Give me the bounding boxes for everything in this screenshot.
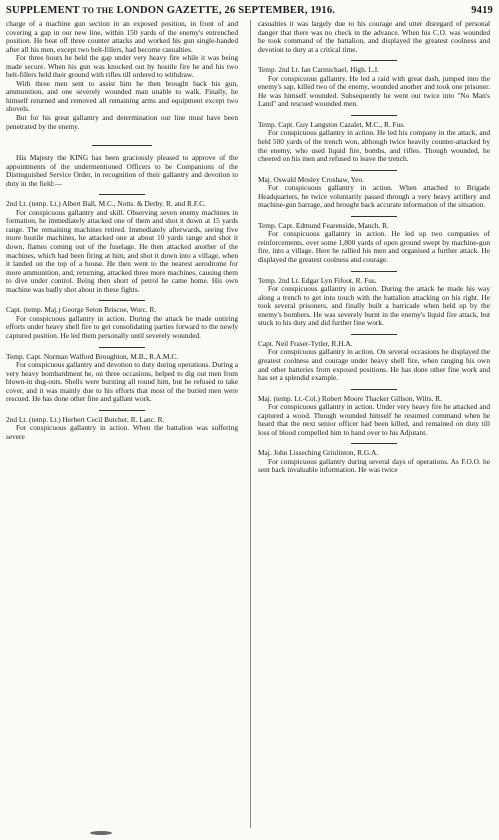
- entry-rule: [99, 410, 145, 411]
- page-number: 9419: [471, 5, 493, 16]
- entry-heading: Maj. Oswald Mosley Croshaw, Yeo.: [258, 174, 365, 184]
- header-title-a: SUPPLEMENT: [6, 5, 80, 16]
- header-title-b: TO THE: [82, 6, 114, 15]
- paragraph: casualties it was largely due to his courage and utter disregard of personal danger that there was no check in the advance. When his C.O. was wounded he took command of the battalion, and displayed the greatest coolness and devotion to duty at a critical time.: [258, 19, 490, 54]
- entry-rule: [99, 194, 145, 195]
- entry-heading: 2nd Lt. (temp. Lt.) Albert Ball, M.C., Notts. & Derby. R. and R.F.C.: [6, 199, 206, 209]
- entry-heading: Temp. Capt. Guy Langston Cazalet, M.C., R. Fus.: [258, 119, 405, 129]
- entry-body: For conspicuous gallantry in action. He led up two companies of reinforcements, over some 1,800 yards of open ground swept by machine-gun fire, into a village. Here he rallied his men and organised a further attack. He displayed the greatest coolness and courage.: [258, 229, 490, 265]
- entry-heading: Temp. Capt. Edmund Fearenside, Manch. R.: [258, 220, 389, 230]
- entry-body: For conspicuous gallantry and skill. Observing seven enemy machines in formation, he immediately attacked one of them and shot it down at 15 yards range. The remaining machines retired. Immediately afterwards, seeing five more hostile machines, he attacked one at about 10 yards range and shot it down, flames coming out of the fuselage. He then attacked another of the machines, which had been firing at him, and shot it down into a village, when it landed on the top of a house. He then went to the nearest aerodrome for more ammunition, and, returning, attacked three more machines, causing them to dive under control. Being then short of petrol he came home. His own machine was badly shot about in these fights.: [6, 207, 238, 294]
- column-divider: [250, 20, 251, 828]
- section-rule: [92, 145, 152, 146]
- entry-rule: [351, 115, 397, 116]
- entry-heading: Capt. (temp. Maj.) George Seton Briscoe, Worc. R.: [6, 305, 157, 315]
- entry-rule: [351, 216, 397, 217]
- right-column: [258, 20, 490, 475]
- entry-body: For conspicuous gallantry and devotion to duty during operations. During a very heavy bombardment he, on three occasions, helped to dig out men from blown-in dug-outs. Shells were bursting all round him, but he refused to take cover, and it was mainly due to his efforts that most of the buried men were rescued. He has done other fine and gallant work.: [6, 360, 238, 404]
- entry-heading: Temp. 2nd Lt. Edgar Lyn Fifoot, R. Fus.: [258, 275, 377, 285]
- entry-body: For conspicuous gallantry in action. When attached to Brigade Headquarters, he twice voluntarily passed through a very heavy artillery and machine-gun barrage, and brought back accurate information of the situation.: [258, 183, 490, 210]
- left-column: [6, 20, 238, 441]
- entry-body: For conspicuous gallantry. He led a raid with great dash, jumped into the enemy's sap, killed two of the enemy, wounded another and took one prisoner. He was himself wounded. Subsequently he went out twice into "No Man's Land" and rescued wounded men.: [258, 73, 490, 109]
- header-title-c: LONDON GAZETTE, 26 SEPTEMBER, 1916.: [116, 5, 336, 16]
- paragraph: For three hours he held the gap under very heavy fire while it was being made secure. When his gun was knocked out by hostile fire he and his two belt-fillers held their ground with rifles till ordered to withdraw.: [6, 53, 238, 80]
- entry-body: For conspicuous gallantry in action. During the attack he made untiring efforts under heavy shell fire to get consolidating parties forward to the newly captured position. He led them personally until severely wounded.: [6, 313, 238, 340]
- announcement: His Majesty the KING has been graciously pleased to approve of the appointments of the undermentioned Officers to be Companions of the Distinguished Service Order, in recognition of their gallantry and devotion to duty in the field:—: [6, 153, 238, 188]
- header-title: [6, 5, 335, 16]
- page-header: [6, 5, 493, 16]
- entry-body: For conspicuous gallantry in action. On several occasions he displayed the greatest coolness and courage under heavy shell fire, when ranging his own and other batteries from exposed positions. He has done other fine work and has set a splendid example.: [258, 347, 490, 383]
- entry-heading: Capt. Neil Fraser-Tytler, R.H.A.: [258, 338, 353, 348]
- entry-rule: [351, 443, 397, 444]
- entry-body: For conspicuous gallantry in action. When the battalion was suffering severe: [6, 423, 238, 441]
- entry-heading: Maj. (temp. Lt.-Col.) Robert Moore Thacker Gillson, Wilts. R.: [258, 393, 443, 403]
- entry-body: For conspicuous gallantry in action. He led his company in the attack, and held 500 yards of the trench won, although twice heavily counter-attacked by the enemy, who used liquid fire, bombs, and rifles. Though wounded, he cheered on his men and refused to leave the trench.: [258, 128, 490, 164]
- entry-body: For conspicuous gallantry in action. Under very heavy fire he attacked and captured a wood. Though wounded himself he resumed command when he heard that the next senior officer had been killed, and remained on duty till loss of blood compelled him to hand over to his Adjutant.: [258, 402, 490, 437]
- entry-rule: [351, 60, 397, 61]
- entry-rule: [99, 300, 145, 301]
- entry-heading: Temp. 2nd Lt. Ian Carmichael, High. L.I.: [258, 65, 380, 75]
- entry-rule: [99, 347, 145, 348]
- entry-rule: [351, 334, 397, 335]
- entry-body: For conspicuous gallantry in action. During the attack he made his way along a trench to get into touch with the battalion attacking on his right. He took several prisoners, and finally built a barricade when held up by the enemy's bombers. He was severely burnt in the enemy's liquid fire attack, but stuck to his duty and did further fine work.: [258, 284, 490, 328]
- entry-rule: [351, 389, 397, 390]
- entry-rule: [351, 271, 397, 272]
- entry-rule: [351, 170, 397, 171]
- paragraph: With three men sent to assist him he then brought back his gun, ammunition, and one severely wounded man unable to walk. Finally, he himself returned and removed all remaining arms and equipment except two shovels.: [6, 78, 238, 114]
- paragraph: But for his great gallantry and determination our line must have been penetrated by the enemy.: [6, 113, 238, 131]
- entry-heading: Temp. Capt. Norman Walford Broughton, M.B., R.A.M.C.: [6, 351, 179, 361]
- entry-heading: 2nd Lt. (temp. Lt.) Herbert Cecil Butcher, R. Lanc. R.: [6, 414, 165, 424]
- entry-body: For conspicuous gallantry during several days of operations. As F.O.O. he sent back invaluable information. He was twice: [258, 456, 490, 475]
- entry-heading: Maj. John Lisseching Grinlinton, R.G.A.: [258, 448, 379, 458]
- printer-ornament: [90, 831, 112, 835]
- paragraph: charge of a machine gun section in an exposed position, in front of and covering a gap in our new line, within 150 yards of the enemy's entrenched position. He beat off three counter attacks and worked his gun single-handed after all his men, except two belt-fillers, had become casualties.: [6, 19, 238, 54]
